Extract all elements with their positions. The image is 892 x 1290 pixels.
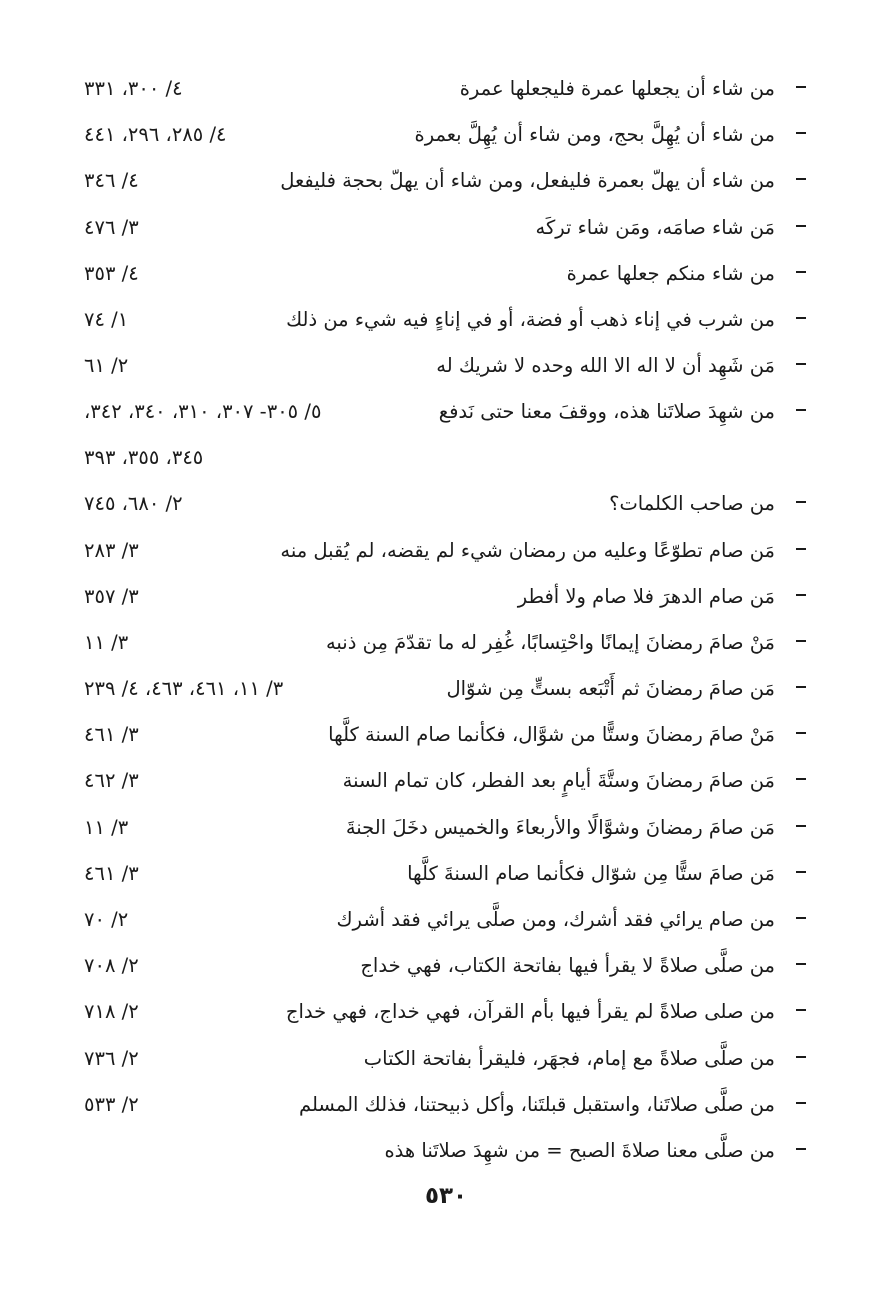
entry-text: من شاء منكم جعلها عمرة [566,261,775,285]
index-entry [0,123,892,169]
entry-dash [796,778,806,780]
entry-text: مَن شاء صامَه، ومَن شاء تركَه [535,215,775,239]
entry-dash [796,871,806,873]
entry-text: من صلَّى معنا صلاةَ الصبح = من شهِدَ صلاتَنا هذه [384,1138,775,1162]
index-entry [0,769,892,815]
index-entry [0,585,892,631]
entry-text: من صلَّى صلاةً مع إمام، فجهَر، فليقرأ بفاتحة الكتاب [363,1046,775,1070]
entry-dash [796,501,806,503]
entry-dash [796,1056,806,1058]
entry-dash [796,640,806,642]
entry-reference: ٢/ ٧٠٨ [84,954,139,978]
entry-dash [796,686,806,688]
hadith-index-list [0,77,892,1185]
entry-reference: ٢/ ٥٣٣ [84,1092,139,1116]
entry-text: من شاء أن يجعلها عمرة فليجعلها عمرة [459,77,775,100]
index-entry [0,816,892,862]
entry-text: مَن صامَ ستًّا مِن شوّال فكأنما صام السنةَ كلَّها [407,861,775,885]
index-entry [0,723,892,769]
entry-reference: ٣/ ٤٧٦ [84,215,139,239]
entry-reference: ٢/ ٧١٨ [84,1000,139,1024]
entry-text: من شرب في إناء ذهب أو فضة، أو في إناءٍ فيه شيء من ذلك [286,307,775,331]
entry-text: من صلَّى صلاةً لا يقرأ فيها بفاتحة الكتاب، فهي خداج [360,954,775,978]
index-entry [0,1093,892,1139]
entry-reference: ٣/ ٤٦٢ [84,769,139,793]
entry-reference: ٤/ ٣٥٣ [84,261,139,285]
entry-text: مَن صامَ رمضانَ ثم أَتْبَعه بستٍّ مِن شوّال [446,677,775,701]
index-entry [0,169,892,215]
entry-dash [796,132,806,134]
entry-text: مَن صام الدهرَ فلا صام ولا أفطر [517,584,775,608]
entry-reference: ١/ ٧٤ [84,307,129,331]
entry-reference: ٢/ ٧٠ [84,908,129,931]
entry-text: مَن صام تطوّعًا وعليه من رمضان شيء لم يقضه، لم يُقبل منه [280,538,775,562]
index-entry [0,400,892,492]
entry-text: مَنْ صامَ رمضانَ إيمانًا واحْتِسابًا، غُفِر له ما تقدّمَ مِن ذنبه [325,630,775,654]
index-entry [0,216,892,262]
index-entry [0,862,892,908]
entry-text: من صلى صلاةً لم يقرأ فيها بأم القرآن، فهي خداج، فهي خداج [285,1000,775,1024]
index-entry [0,262,892,308]
index-entry [0,677,892,723]
index-entry [0,631,892,677]
index-entry [0,539,892,585]
index-entry [0,954,892,1000]
entry-reference: ٣/ ٤٦١ [84,861,139,885]
index-entry [0,354,892,400]
entry-reference: ٣/ ١١ [84,630,129,654]
entry-dash [796,1148,806,1150]
entry-reference: ٢/ ٦١ [84,354,129,378]
entry-text: مَن شَهِد أن لا اله الا الله وحده لا شريك له [436,354,775,378]
entry-reference-continued: ٣٤٥، ٣٥٥، ٣٩٣ [84,446,204,470]
entry-reference: ٤/ ٣٤٦ [84,169,139,193]
index-entry [0,1047,892,1093]
entry-text: من صام يرائي فقد أشرك، ومن صلَّى يرائي فقد أشرك [336,908,775,931]
entry-reference: ٣/ ٤٦١ [84,723,139,747]
index-entry [0,77,892,123]
entry-reference: ٤/ ٣٠٠، ٣٣١ [84,77,183,100]
page-number: ٥٣٠ [424,1183,468,1209]
entry-reference: ٣/ ٣٥٧ [84,584,139,608]
entry-dash [796,225,806,227]
entry-reference: ٤/ ٢٨٥، ٢٩٦، ٤٤١ [84,123,227,147]
entry-reference: ٣/ ٢٨٣ [84,538,139,562]
entry-dash [796,409,806,411]
entry-dash [796,825,806,827]
entry-text: مَن صامَ رمضانَ وشوَّالًا والأربعاءَ والخميس دخَلَ الجنةَ [345,815,775,839]
entry-reference: ٢/ ٧٣٦ [84,1046,139,1070]
entry-text: من شاء أن يهلّ بعمرة فليفعل، ومن شاء أن يهلّ بحجة فليفعل [280,169,775,193]
entry-dash [796,594,806,596]
index-entry [0,1139,892,1185]
entry-dash [796,271,806,273]
entry-dash [796,732,806,734]
entry-text: من صاحب الكلمات؟ [609,492,775,516]
entry-dash [796,1009,806,1011]
entry-dash [796,317,806,319]
entry-dash [796,917,806,919]
entry-dash [796,363,806,365]
entry-dash [796,178,806,180]
index-entry [0,308,892,354]
entry-dash [796,1102,806,1104]
entry-reference: ٣/ ١١ [84,815,129,839]
entry-dash [796,86,806,88]
entry-dash [796,963,806,965]
entry-text: مَنْ صامَ رمضانَ وستًّا من شوَّال، فكأنما صام السنة كلَّها [328,723,775,747]
index-entry [0,492,892,538]
entry-text: من شهِدَ صلاتَنا هذه، ووقفَ معنا حتى نَدفع [438,400,775,424]
entry-text: مَن صامَ رمضانَ وستَّةَ أيامٍ بعد الفطر، كان تمام السنة [342,769,775,793]
entry-reference: ٣/ ١١، ٤٦١، ٤٦٣، ٤/ ٢٣٩ [84,677,284,701]
index-entry [0,908,892,954]
index-entry [0,1000,892,1046]
entry-reference: ٢/ ٦٨٠، ٧٤٥ [84,492,183,516]
entry-text: من صلَّى صلاتَنا، واستقبل قبلتَنا، وأكل ذبيحتنا، فذلك المسلم [299,1092,775,1116]
entry-reference: ٥/ ٣٠٥- ٣٠٧، ٣١٠، ٣٤٠، ٣٤٢، [84,400,322,424]
entry-dash [796,548,806,550]
entry-text: من شاء أن يُهِلَّ بحج، ومن شاء أن يُهِلَّ بعمرة [414,123,775,147]
